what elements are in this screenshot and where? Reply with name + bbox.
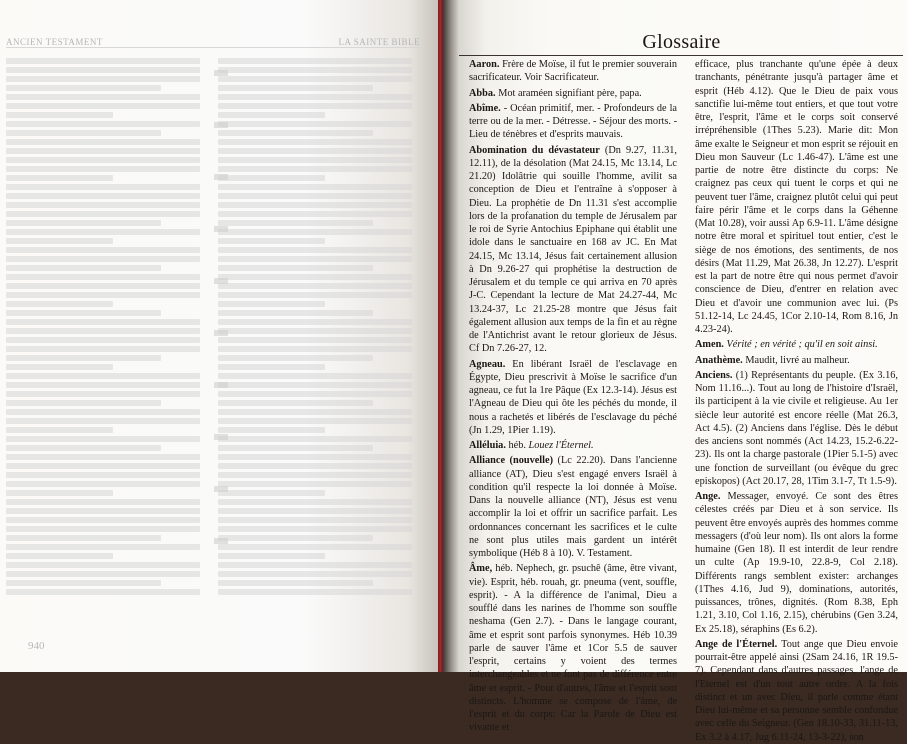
- faded-text-line: [6, 319, 200, 325]
- faded-text-line: [6, 355, 161, 361]
- left-column-1: [6, 58, 200, 624]
- faded-text-line: [218, 67, 412, 73]
- entry-definition: Mot araméen signifiant père, papa.: [495, 87, 642, 99]
- faded-text-line: [6, 418, 200, 424]
- faded-text-line: [218, 391, 412, 397]
- entry-headword: Âme,: [469, 563, 493, 575]
- faded-text-line: [218, 265, 373, 271]
- entry-definition: En libérant Israël de l'esclavage en Égypte, Dieu prescrivit à Moïse le sacrifice d'un agneau, ce fut la 1re Pâque (Ex 12.3-14). Jésus est l'Agneau de Dieu qui ôte les péchés du monde, il nous a rachetés et libérés de l'esclavage du péché (Jn 1.29, 1Pier 1.19).: [469, 358, 677, 436]
- left-column-2: [218, 58, 412, 624]
- faded-text-line: [6, 517, 200, 523]
- left-header-left: ANCIEN TESTAMENT: [6, 37, 103, 47]
- faded-text-line: [218, 148, 412, 154]
- glossary-entry: [695, 490, 898, 636]
- faded-text-line: [6, 265, 161, 271]
- faded-text-line: [6, 256, 200, 262]
- entry-headword: Abomination du dévastateur: [469, 144, 600, 156]
- faded-text-line: [6, 589, 200, 595]
- entry-headword: Aaron.: [469, 59, 500, 70]
- faded-text-line: [6, 364, 113, 370]
- title-rule: [459, 55, 903, 56]
- faded-text-line: [6, 337, 200, 343]
- left-page-number: 940: [28, 640, 45, 652]
- entry-definition: héb.: [505, 440, 529, 451]
- faded-text-line: [218, 283, 412, 289]
- right-page: [459, 0, 907, 743]
- glossary-entry: [469, 439, 677, 452]
- entry-definition: (Dn 9.27, 11.31, 12.11), de la désolation (Mat 24.15, Mc 13.14, Lc 21.20) Idolâtrie qui souille l'homme, avilit sa conception de Dieu et l'entraîne à s'opposer à Dieu. La prophétie de Dn 11.31 s'est accomplie lors de la profanation du temple de Jérusalem par le roi de Syrie Antochius Epiphane qui établit une idole dans le sanctuaire en 168 av JC. En Mat 24.15, Mc 13.14, Jésus fait certainement allusion à Dn 9.26-27 qui prophétise la destruction de Jérusalem et du temple ce qui arriva en 70 après J-C. Cependant la lecture de Mat 24.27-44, Mc 13.24-37, Lc 21.25-28 montre que Jésus fait également allusion aux temps de la fin et au règne de l'Antichrist avant le retour glorieux de Jésus. Cf Dn 7.26-27, 12.: [469, 144, 677, 355]
- faded-text-line: [6, 481, 200, 487]
- faded-text-line: [218, 319, 412, 325]
- faded-text-line: [218, 121, 412, 127]
- faded-text-line: [218, 301, 325, 307]
- faded-text-line: [218, 535, 373, 541]
- faded-text-line: [218, 517, 412, 523]
- faded-text-line: [6, 67, 200, 73]
- faded-text-line: [218, 580, 373, 586]
- left-page: [0, 0, 438, 672]
- entry-italic-gloss: Vérité ; en vérité ; qu'il en soit ainsi.: [726, 339, 878, 351]
- glossary-column-a: [469, 58, 677, 734]
- entry-headword: Alléluia.: [469, 440, 506, 451]
- faded-text-line: [6, 229, 200, 235]
- faded-text-line: [218, 508, 412, 514]
- faded-text-line: [218, 112, 325, 118]
- faded-text-line: [218, 373, 412, 379]
- faded-text-line: [6, 571, 200, 577]
- faded-text-line: [6, 382, 200, 388]
- entry-italic-gloss: Louez l'Éternel.: [528, 440, 594, 451]
- entry-definition: - Océan primitif, mer. - Profondeurs de la terre ou de la mer. - Détresse. - Séjour des morts. - Lieu de ténèbres et d'esprits mauvais.: [469, 102, 677, 141]
- faded-text-line: [6, 274, 200, 280]
- glossary-entry: [695, 369, 898, 488]
- faded-text-line: [218, 157, 412, 163]
- faded-text-line: [218, 562, 412, 568]
- faded-text-line: [6, 247, 200, 253]
- faded-text-line: [6, 121, 200, 127]
- faded-text-line: [6, 211, 200, 217]
- faded-text-line: [218, 553, 325, 559]
- faded-text-line: [6, 139, 200, 145]
- entry-definition: Messager, envoyé. Ce sont des êtres célestes créés par Dieu et à son service. Ils peuvent être envoyés auprès des hommes comme messagers (d'où leur nom). Ils ont alors la forme humaine (Gen 18). Il est interdit de leur rendre un culte (Ap 19.9-10, 22.8-9, Col 2.18). Différents rangs semblent exister: archanges (1Thes 4.16, Jud 9), dominations, autorités, puissances, trônes, dignités. (Rom 8.38, Eph 1.21, 3.10, Col 1.16, 2.15), chérubins (Gen 3.24, Ex 25.18), séraphins (Es 6.2).: [695, 491, 899, 635]
- entry-definition: (Lc 22.20). Dans l'ancienne alliance (AT), Dieu s'est engagé envers Israël à condition qu'il respecte la loi donnée à Moïse. Dans la nouvelle alliance (NT), Jésus est venu accomplir la loi et offrir un sacrifice parfait. Les ordonnances concernant les sacrifices et le culte ne sont plus utiles mais gardent un intérêt symbolique (Héb 8 à 10). V. Testament.: [469, 455, 677, 559]
- entry-definition: (1) Représentants du peuple. (Ex 3.16, Nom 11.16...). Tout au long de l'histoire d'Israël, ils participent à la vie civile et religieuse. Au 1er siècle leur autorité est encore réelle (Mat 26.3, Act 4.5). (2) Anciens dans l'église. Dès le début des anciens sont nommés (Act 14.23, 15.2-6.22-23). Ils ont la charge pastorale (1Pier 5.1-5) avec une fonction de surveillant (ou évêque du grec episkopos) (Act 20.17, 28, 1Tim 3.1-7, Tt 1.5-9).: [695, 369, 898, 487]
- entry-definition: efficace, plus tranchante qu'une épée à deux tranchants, pénétrante jusqu'à partager âme et esprit (Héb 4.12). Que le Dieu de paix vous sanctifie lui-même tout entiers, et que tout votre être, l'esprit, l'âme et le corps soit conservé irrépréhensible (1Thes 5.23). Marie dit: Mon âme exalte le Seigneur et mon esprit se réjouit en Dieu mon Sauveur (Lc 1.46-47). L'âme est une partie de notre être distincte du corps: Ne craignez pas ceux qui tuent le corps et qui ne peuvent tuer l'âme, craignez plutôt celui qui peut faire périr l'âme et le corps dans la Géhenne (Mat 10.28), voir aussi Ap 6.9-11. L'âme désigne notre être moral et spirituel tout entier, c'est le siège de nos émotions, des sentiments, de nos désirs (Mat 11.29, Mat 26.38, Jn 12.27). L'esprit est la part de notre être qui nous permet d'avoir conscience de Dieu, d'entrer en relation avec Dieu et d'avoir une communion avec lui. (Ps 51.12-14, Lc 24.45, 1Cor 2.10-14, Rom 8.16, Jn 4.23-24).: [695, 59, 898, 335]
- faded-text-line: [218, 229, 412, 235]
- faded-text-line: [218, 463, 412, 469]
- entry-headword: Ange.: [695, 491, 721, 502]
- faded-text-line: [6, 454, 200, 460]
- entry-headword: Anathème.: [695, 354, 743, 366]
- faded-text-line: [218, 526, 412, 532]
- faded-text-line: [6, 103, 200, 109]
- faded-text-line: [218, 58, 412, 64]
- faded-text-line: [6, 202, 200, 208]
- faded-text-line: [218, 247, 412, 253]
- faded-text-line: [6, 409, 200, 415]
- left-page-header: [6, 37, 420, 48]
- faded-text-line: [218, 175, 325, 181]
- glossary-entry: [469, 144, 677, 356]
- faded-text-line: [218, 328, 412, 334]
- entry-headword: Abîme.: [469, 102, 501, 114]
- faded-text-line: [6, 328, 200, 334]
- faded-text-line: [218, 490, 325, 496]
- faded-text-line: [218, 211, 412, 217]
- faded-text-line: [6, 283, 200, 289]
- faded-text-line: [6, 157, 200, 163]
- faded-text-line: [6, 544, 200, 550]
- faded-text-line: [218, 400, 373, 406]
- faded-text-line: [218, 139, 412, 145]
- glossary-entry: [469, 562, 677, 734]
- faded-text-line: [6, 490, 113, 496]
- faded-text-line: [6, 193, 200, 199]
- faded-text-line: [6, 427, 113, 433]
- glossary-entry: [695, 338, 898, 351]
- entry-definition: Tout ange que Dieu envoie pourrait-être appelé ainsi (2Sam 24.16, 1R 19.5-7). Cependant dans d'autres passages, l'ange de l'Eternel est d'un tout autre ordre. A la fois distinct et un avec Dieu, il parle comme étant Dieu lui-même et sa personne semble confondue avec celle du Seigneur. (Gen 18.10-33, 31.11-13, Ex 3.2 à 4.17, Jug 6.11-24, 13-3-22), son: [695, 638, 898, 743]
- faded-text-line: [218, 256, 412, 262]
- faded-text-line: [218, 364, 325, 370]
- left-page-text-columns: [6, 58, 412, 624]
- faded-text-line: [218, 499, 412, 505]
- faded-text-line: [218, 472, 412, 478]
- faded-text-line: [6, 148, 200, 154]
- faded-text-line: [6, 292, 200, 298]
- glossary-entry: [469, 58, 677, 85]
- faded-text-line: [218, 427, 325, 433]
- faded-text-line: [6, 391, 200, 397]
- faded-text-line: [6, 220, 161, 226]
- faded-text-line: [218, 94, 412, 100]
- faded-text-line: [6, 373, 200, 379]
- faded-text-line: [218, 193, 412, 199]
- faded-text-line: [6, 436, 200, 442]
- glossary-entry: [469, 358, 677, 438]
- faded-text-line: [6, 463, 200, 469]
- faded-text-line: [6, 175, 113, 181]
- faded-text-line: [218, 409, 412, 415]
- faded-text-line: [6, 301, 113, 307]
- faded-text-line: [218, 382, 412, 388]
- faded-text-line: [218, 184, 412, 190]
- glossary-column-b: [695, 58, 899, 743]
- faded-text-line: [6, 526, 200, 532]
- entry-headword: Abba.: [469, 87, 496, 99]
- glossary-entry: [695, 58, 898, 336]
- entry-headword: Agneau.: [469, 358, 506, 370]
- faded-text-line: [218, 310, 373, 316]
- faded-text-line: [218, 103, 412, 109]
- faded-text-line: [6, 58, 200, 64]
- glossary-entry: [469, 102, 677, 142]
- faded-text-line: [218, 85, 373, 91]
- entry-definition: Frère de Moïse, il fut le premier souverain sacrificateur. Voir Sacrificateur.: [469, 59, 677, 84]
- faded-text-line: [6, 166, 200, 172]
- faded-text-line: [218, 571, 412, 577]
- faded-text-line: [6, 76, 200, 82]
- faded-text-line: [6, 553, 113, 559]
- faded-text-line: [218, 274, 412, 280]
- faded-text-line: [6, 535, 161, 541]
- faded-text-line: [218, 436, 412, 442]
- faded-text-line: [218, 292, 412, 298]
- glossary-entry: [695, 638, 898, 744]
- left-header-right: LA SAINTE BIBLE: [338, 37, 420, 47]
- faded-text-line: [218, 355, 373, 361]
- faded-text-line: [218, 589, 412, 595]
- faded-text-line: [218, 76, 412, 82]
- faded-text-line: [218, 445, 373, 451]
- glossary-entry: [469, 87, 677, 100]
- faded-text-line: [218, 202, 412, 208]
- faded-text-line: [6, 400, 161, 406]
- book-gutter: [443, 0, 459, 672]
- faded-text-line: [218, 454, 412, 460]
- faded-text-line: [218, 220, 373, 226]
- faded-text-line: [6, 562, 200, 568]
- left-verse-numbers: [214, 70, 228, 544]
- faded-text-line: [218, 130, 373, 136]
- faded-text-line: [218, 238, 325, 244]
- glossary-title: Glossaire: [642, 31, 721, 53]
- faded-text-line: [6, 130, 161, 136]
- faded-text-line: [218, 337, 412, 343]
- faded-text-line: [6, 472, 200, 478]
- faded-text-line: [6, 508, 200, 514]
- faded-text-line: [218, 481, 412, 487]
- faded-text-line: [6, 112, 113, 118]
- faded-text-line: [218, 544, 412, 550]
- glossary-entry: [469, 454, 677, 560]
- entry-headword: Amen.: [695, 339, 724, 351]
- entry-definition: Maudit, livré au malheur.: [742, 354, 850, 366]
- faded-text-line: [6, 85, 161, 91]
- faded-text-line: [218, 418, 412, 424]
- faded-text-line: [218, 346, 412, 352]
- faded-text-line: [6, 310, 161, 316]
- faded-text-line: [6, 238, 113, 244]
- faded-text-line: [6, 184, 200, 190]
- glossary-entry: [695, 354, 898, 367]
- faded-text-line: [6, 499, 200, 505]
- entry-headword: Alliance (nouvelle): [469, 455, 554, 467]
- faded-text-line: [6, 445, 161, 451]
- entry-headword: Ange de l'Éternel.: [695, 638, 778, 650]
- entry-definition: héb. Nephech, gr. psuchê (âme, être vivant, vie). Esprit, héb. rouah, gr. pneuma (vent, souffle, esprit). - A la différence de l'animal, Dieu a soufflé dans les narines de l'homme son souffle neshama (Gen 2.7). - Dans le langage courant, âme et esprit sont parfois synonymes. Héb 10.39 parle de sauver l'âme et 1Cor 5.5 de sauver l'esprit, certains y voient des termes interchangeables et ne font pas de différence entre âme et esprit. - Pour d'autres, l'âme et l'esprit sont distincts. L'homme se compose de l'âme, de l'esprit et du corps: Car la Parole de Dieu est vivante et: [469, 563, 677, 734]
- faded-text-line: [6, 94, 200, 100]
- faded-text-line: [6, 346, 200, 352]
- faded-text-line: [218, 166, 412, 172]
- faded-text-line: [6, 580, 161, 586]
- entry-headword: Anciens.: [695, 369, 733, 381]
